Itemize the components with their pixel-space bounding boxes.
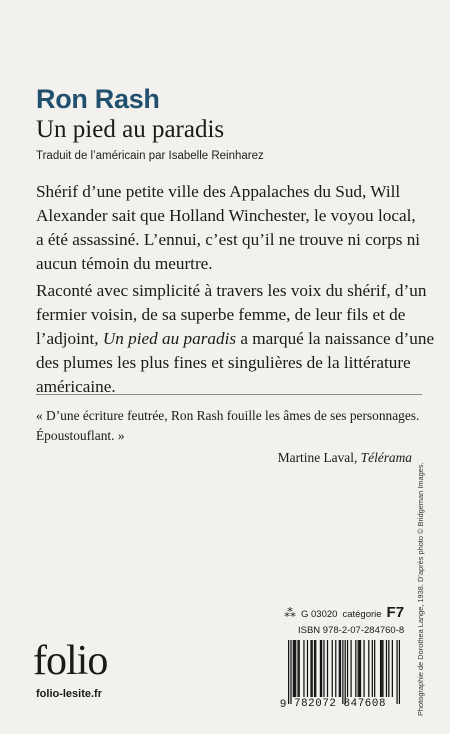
barcode-bar [294, 640, 295, 697]
quote-line: Époustouflant. » [36, 428, 125, 443]
blurb-line: Raconté avec simplicité à travers les voix du shérif, d’un [36, 281, 427, 300]
publication-name: Télérama [360, 450, 412, 465]
blurb-line: Shérif d’une petite ville des Appalaches du Sud, Will [36, 182, 401, 201]
publisher-website: folio-lesite.fr [36, 688, 103, 700]
quote-attribution [278, 450, 412, 466]
category-value: F7 [386, 604, 405, 621]
barcode-bar [350, 640, 351, 697]
barcode-bar [321, 640, 322, 697]
barcode-bar [315, 640, 316, 697]
blurb-line: des plumes les plus fines et singulières de la littérature [36, 353, 411, 372]
barcode-bars [288, 640, 400, 704]
barcode [280, 638, 408, 718]
barcode-digits: 782072 847608 [294, 698, 387, 710]
barcode-bar [295, 640, 296, 697]
blurb-line: Alexander sait que Holland Winchester, le voyou local, [36, 206, 416, 225]
barcode-bar [382, 640, 383, 697]
barcode-bar [386, 640, 387, 697]
barcode-bar [340, 640, 341, 697]
barcode-bar [320, 640, 321, 697]
barcode-bar [299, 640, 300, 697]
isbn: ISBN 978-2-07-284760-8 [298, 625, 405, 636]
barcode-bar [372, 640, 373, 697]
translator-credit: Traduit de l’américain par Isabelle Reinharez [36, 150, 264, 162]
price-code-value: G 03020 [301, 609, 338, 620]
barcode-bar [314, 640, 315, 697]
barcode-bar [380, 640, 381, 697]
barcode-bar [293, 640, 294, 697]
barcode-bar [368, 640, 369, 697]
barcode-bar [358, 640, 359, 697]
barcode-bar [342, 640, 343, 704]
barcode-bar [359, 640, 360, 697]
price-mark-icon: ⁂ [284, 606, 296, 620]
book-title: Un pied au paradis [36, 116, 225, 143]
barcode-bar [327, 640, 328, 697]
barcode-bar [381, 640, 382, 697]
barcode-bar [360, 640, 361, 697]
barcode-bar [355, 640, 356, 697]
blurb-paragraph-1 [36, 180, 422, 276]
barcode-bar [399, 640, 400, 704]
barcode-bar [374, 640, 375, 697]
barcode-bar [332, 640, 333, 697]
barcode-bar [290, 640, 291, 704]
category-label: catégorie [342, 609, 382, 620]
photo-credit: Photographie de Dorothea Lange, 1938. D’après photo © Bridgeman Images. [416, 462, 425, 716]
blurb-line: a été assassiné. L’ennui, c’est qu’il ne trouve ni corps ni [36, 230, 421, 249]
barcode-bar [310, 640, 311, 697]
blurb-text: a marqué la naissance d’une [236, 329, 435, 348]
blurb-line: américaine. [36, 377, 116, 396]
press-quote [36, 406, 436, 446]
author-name: Ron Rash [36, 84, 160, 114]
barcode-bar [388, 640, 389, 697]
barcode-bar [347, 640, 348, 697]
barcode-bar [396, 640, 397, 704]
publisher-logo: folio [33, 638, 108, 684]
barcode-first-digit: 9 [280, 698, 287, 710]
critic-name: Martine Laval, [277, 450, 361, 465]
barcode-bar [335, 640, 336, 697]
barcode-bar [303, 640, 304, 697]
blurb-book-title: Un pied au paradis [102, 329, 237, 348]
barcode-bar [345, 640, 346, 704]
barcode-bar [288, 640, 289, 704]
barcode-bar [312, 640, 313, 697]
blurb [36, 180, 435, 402]
barcode-bar [363, 640, 364, 697]
price-code [284, 604, 404, 621]
blurb-text: l’adjoint, [36, 329, 103, 348]
blurb-line: fermier voisin, de sa superbe femme, de leur fils et de [36, 305, 406, 324]
divider [36, 394, 422, 395]
blurb-line [36, 327, 435, 351]
barcode-bar [297, 640, 298, 697]
blurb-paragraph-2 [36, 279, 435, 399]
quote-line: « D’une écriture feutrée, Ron Rash fouille les âmes de ses personnages. [36, 408, 420, 423]
blurb-line: aucun témoin du meurtre. [36, 254, 213, 273]
barcode-bar [307, 640, 308, 697]
barcode-bar [323, 640, 324, 697]
barcode-bar [339, 640, 340, 697]
barcode-bar [392, 640, 393, 697]
